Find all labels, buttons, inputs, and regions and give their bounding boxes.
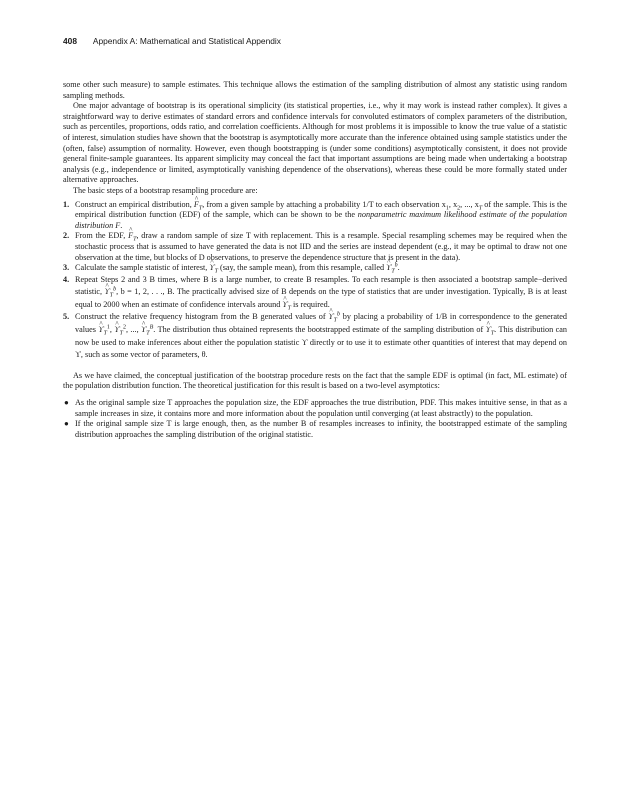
paragraph-advantage: One major advantage of bootstrap is its operational simplicity (its statistical properties, i.e., why it may work is instead rather complex). It gives a straightforward way to derive estimates of standard errors and confidence intervals for convoluted estimators of complex parameters of the distribution, such as percentiles, proportions, odds ratio, and correlation coefficients. Although for most problems it is impossible to know the true value of a statistic of interest, simulation studies have shown that the bootstrap is asymptotically more accurate than the inference obtained using sample statistics under the (often, false) assumption of normality. However, even though bootstrapping is (under some conditions) asymptotically consistent, it does not provide general finite-sample guarantees. Its apparent simplicity may conceal the fact that important assumptions are being made when undertaking a bootstrap analysis (e.g., independence or limited, asymptotically vanishing dependence of the observations), whereas these could be more formally stated under alternative approaches. (63, 101, 567, 185)
statistic-symbol: ^ ϒ (486, 324, 491, 337)
step-item: 3. Calculate the sample statistic of interest, ^ $ϒ_T$ (say, the sample mean), from this resample, called ^ $ϒ_T^b$. (63, 263, 567, 274)
running-title: Appendix A: Mathematical and Statistical Appendix (92, 36, 281, 46)
step-number: 2. (63, 231, 70, 241)
emphasis-text: nonparametric maximum likelihood estimate of the population distribution F (75, 210, 567, 230)
step-item: 5. Construct the relative frequency histogram from the B generated values of ^ $ϒ_T^b$ by placing a probability of 1/B in correspondence to the generated values ^ $ϒ_T^1$, ^ $ϒ_T^2$, ..., ^ $ϒ_T^B$. The distribution thus obtained represents the bootstrapped estimate of the sampling distribution of ^ $ϒ_T$. This distribution can now be used to make inferences about either the population statistic ϒ directly or to use it to estimate other quantities of interest that may depend on ϒ, such as some vector of parameters, θ. (63, 311, 567, 361)
statistic-symbol: ^ ϒ (282, 299, 287, 312)
asymptotics-list (63, 398, 567, 440)
statistic-symbol: ^ ϒ (328, 311, 333, 324)
list-item: ● If the original sample size T is large enough, then, as the number B of resamples increases to infinity, the bootstrapped estimate of the sampling distribution approaches the sampling distribution of the original statistic. (64, 419, 567, 439)
bullet-icon: ● (64, 398, 69, 408)
step-item: 2. From the EDF, ^ $F_T$, draw a random sample of size T with replacement. This is a resample. Special resampling schemes may be required when the stochastic process that is assumed to have generated the data is not IID and the series are instead dependent (e.g., it may be optimal to draw not one observation at the time, but blocks of D observations, to preserve the dependence structure that is present in the data). (63, 231, 567, 263)
page-number: 408 (63, 36, 77, 46)
paragraph-continuation: some other such measure) to sample estimates. This technique allows the estimation of the sampling distribution of almost any statistic using random sampling methods. (63, 80, 567, 100)
page-body (63, 80, 567, 440)
statistic-symbol: ^ ϒ (105, 286, 110, 299)
step-number: 3. (63, 263, 70, 273)
running-header (63, 36, 281, 46)
step-item: 4. Repeat Steps 2 and 3 B times, where B is a large number, to create B resamples. To each resample is then associated a bootstrap sample−derived statistic, ^ $ϒ_T^b$, b = 1, 2, . . ., B. The practically advised size of B depends on the type of statistics that are under investigation. Typically, B is at least equal to 2000 when an estimate of confidence intervals around ^ $ϒ_T$ is required. (63, 274, 567, 312)
step-number: 4. (63, 274, 70, 284)
statistic-symbol: ^ ϒ (209, 263, 214, 274)
step-item: 1. Construct an empirical distribution, ^ $F_T$, from a given sample by attaching a probability 1/T to each observation $x_1$, $x_2$, ..., $x_T$ of the sample. This is the empirical distribution function (EDF) of the sample, which can be shown to be the nonparametric maximum likelihood estimate of the population distribution F. (63, 200, 567, 232)
paragraph-steps-intro: The basic steps of a bootstrap resampling procedure are: (73, 185, 258, 195)
step-number: 5. (63, 312, 70, 322)
edf-symbol: ^ F (128, 231, 133, 242)
paragraph-justification: As we have claimed, the conceptual justification of the bootstrap procedure rests on the fact that the sample EDF is optimal (in fact, ML estimate) of the population distribution function. The theoretical justification for this result is based on a two-level asymptotics: (63, 370, 567, 391)
bootstrap-steps-list (63, 200, 567, 362)
bullet-icon: ● (64, 419, 69, 429)
statistic-symbol: ^ ϒ (386, 263, 391, 274)
edf-symbol: ^ F (194, 200, 199, 211)
list-item: ● As the original sample size T approaches the population size, the EDF approaches the true distribution, PDF. This makes intuitive sense, in that as a sample increases in size, it contains more and more information about the population until converging (at least abstractly) to the population. (64, 398, 567, 418)
step-number: 1. (63, 199, 70, 209)
